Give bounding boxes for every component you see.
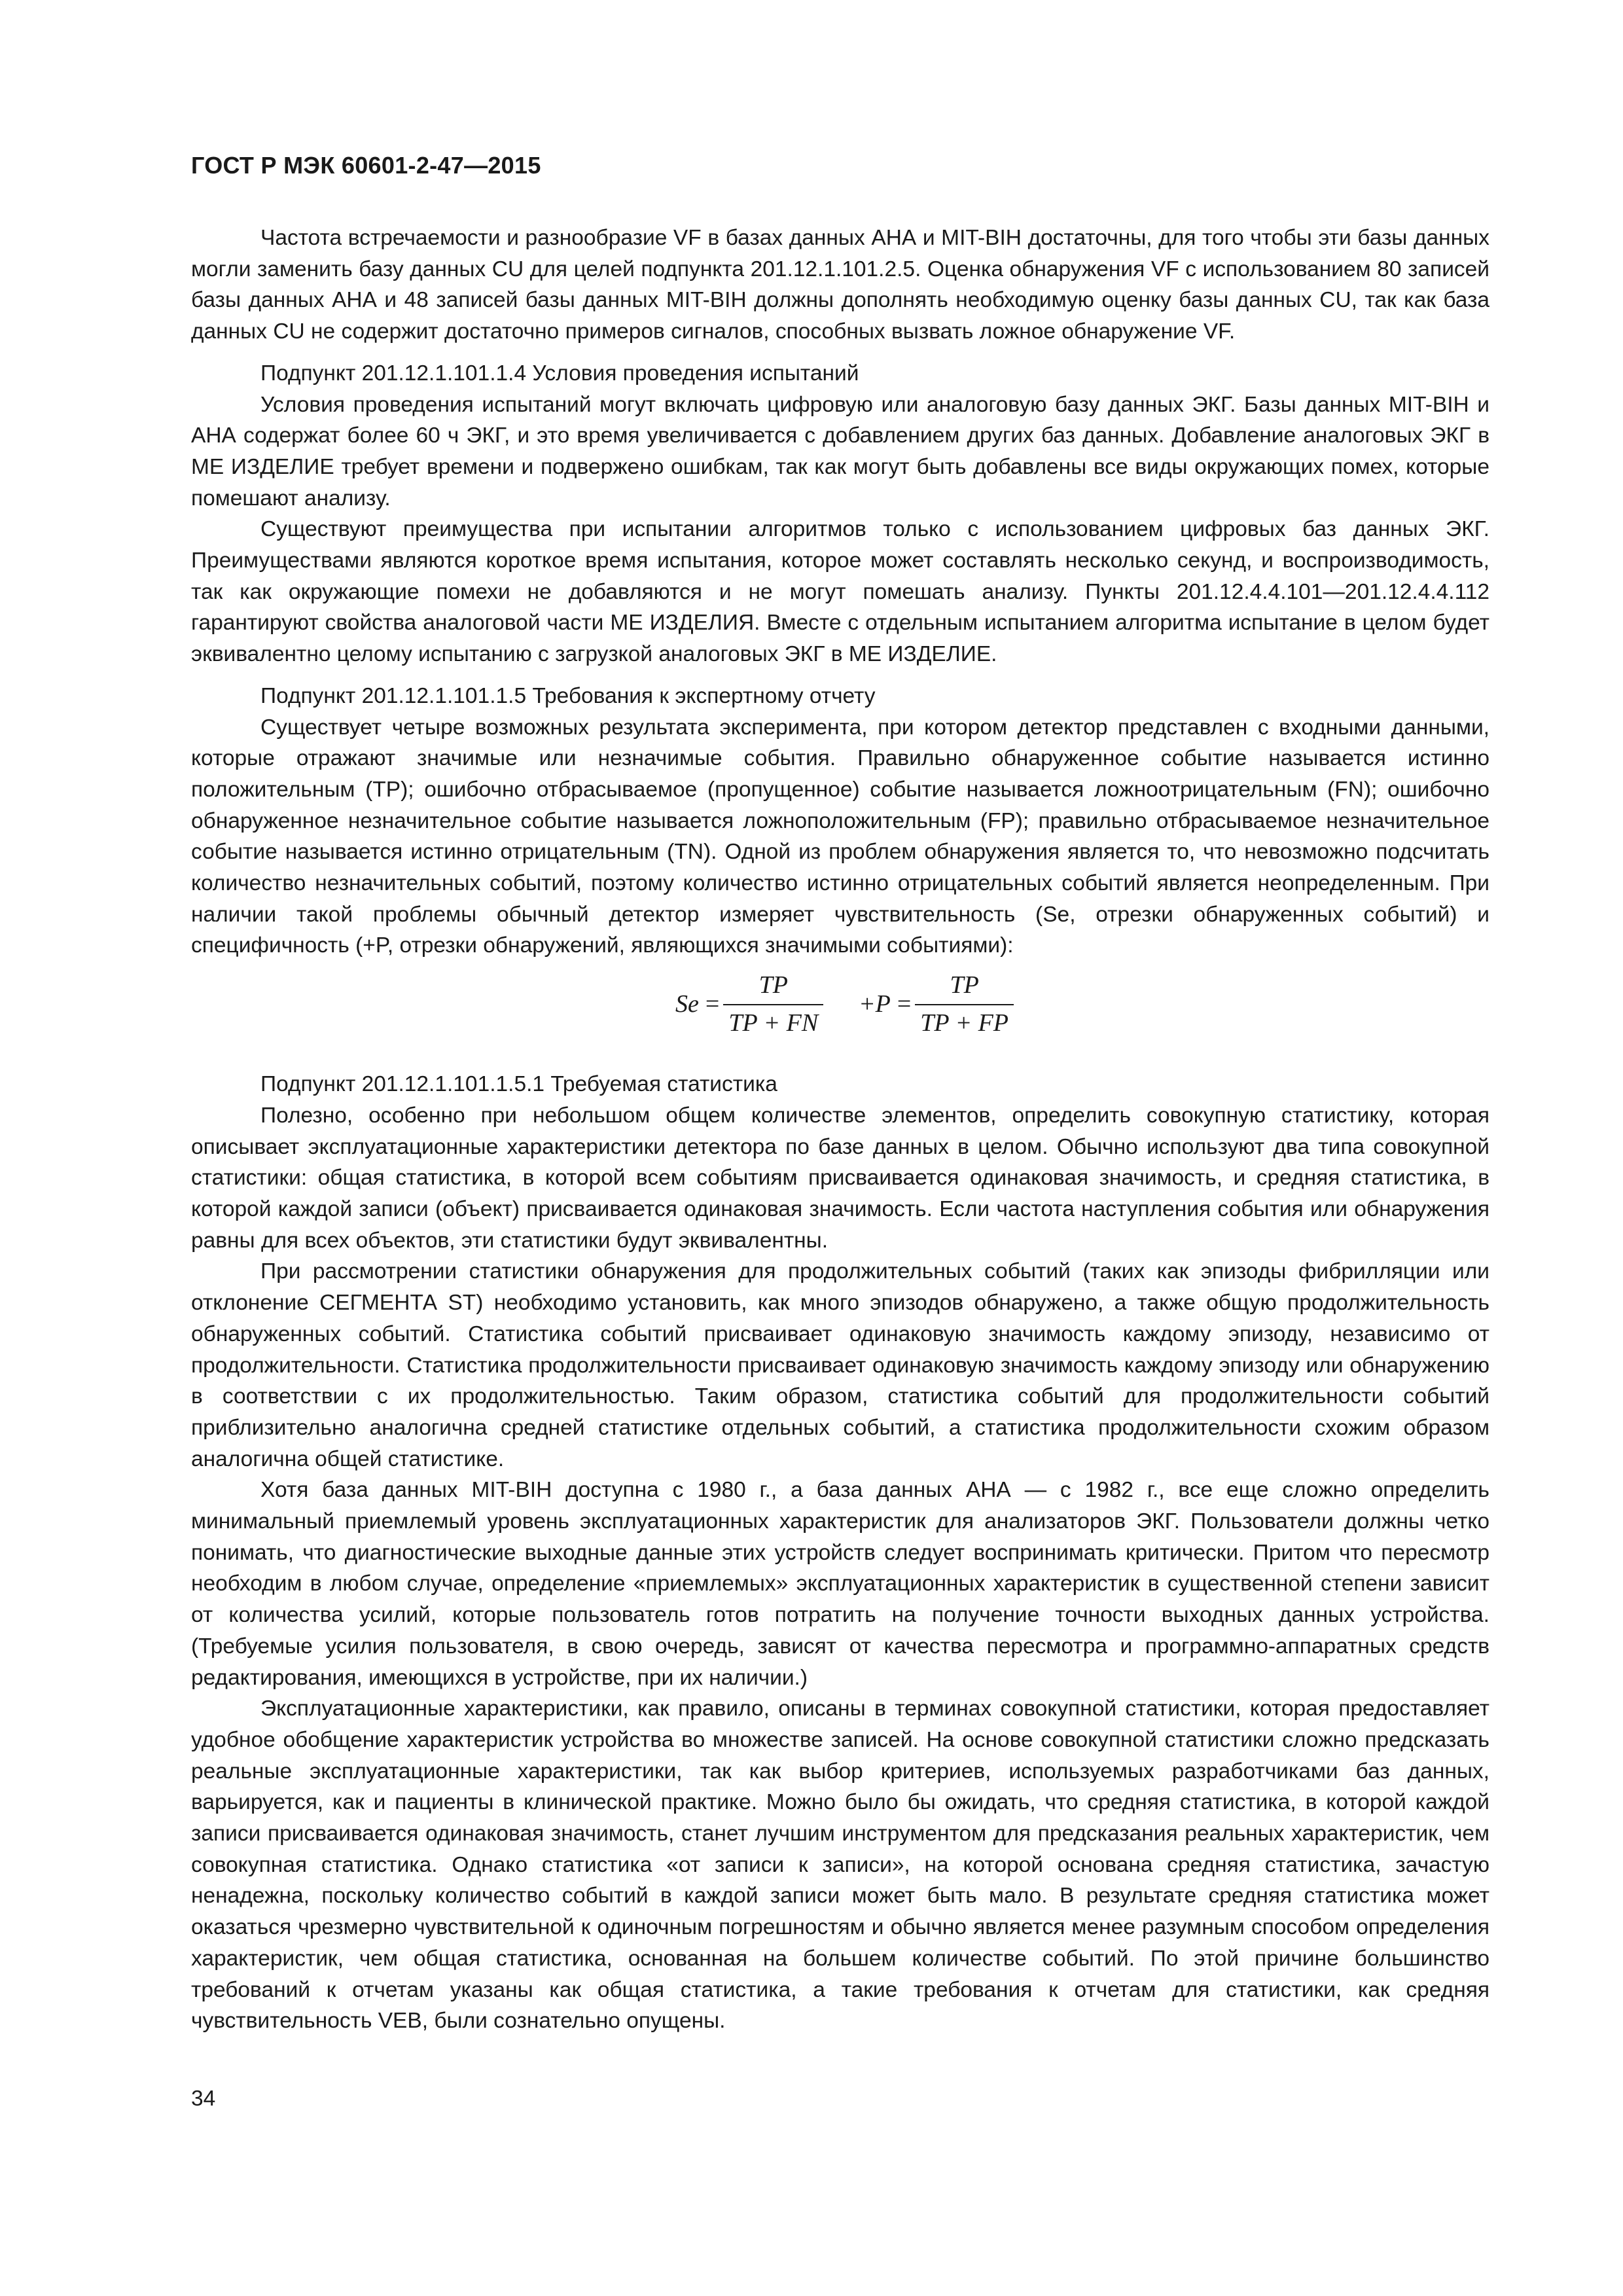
body-text [191, 223, 1489, 2037]
formula-fraction [723, 970, 823, 1039]
formula-denominator: TP + FP [915, 1004, 1014, 1039]
formula-lhs: +P [859, 990, 891, 1018]
formula-fraction [915, 970, 1014, 1039]
subclause-heading: Подпункт 201.12.1.101.1.5 Требования к экспертному отчету [260, 683, 876, 708]
formula-lhs: Se [675, 990, 699, 1018]
paragraph: Хотя база данных MIT-BIH доступна с 1980 г., а база данных АНА — с 1982 г., все еще сложно определить минимальный приемлемый уровень эксплуатационных характеристик для анализаторов ЭКГ. Пользователи должны четко понимать, что диагностические выходные данные этих устройств следует воспринимать критически. Притом что пересмотр необходим в любом случае, определение «приемлемых» эксплуатационных характеристик в существенной степени зависит от количества усилий, которые пользователь готов потратить на получение точности выходных данных устройства. (Требуемые усилия пользователя, в свою очередь, зависят от качества пересмотра и программно-аппаратных средств редактирования, имеющихся в устройстве, при их наличии.) [191, 1478, 1489, 1690]
paragraph: Частота встречаемости и разнообразие VF в базах данных АНА и MIT-BIH достаточны, для того чтобы эти базы данных могли заменить базу данных CU для целей подпункта 201.12.1.101.2.5. Оценка обнаружения VF с использованием 80 записей базы данных АНА и 48 записей базы данных MIT-BIH должны дополнять необходимую оценку базы данных CU, так как база данных CU не содержит достаточно примеров сигналов, способных вызвать ложное обнаружение VF. [191, 226, 1489, 344]
formula-equals: = [705, 990, 720, 1018]
paragraph: Существуют преимущества при испытании алгоритмов только с использованием цифровых баз данных ЭКГ. Преимуществами являются короткое время испытания, которое может составлять несколько секунд, и воспроизводимость, так как окружающие помехи не добавляются и не могут помешать анализу. Пункты 201.12.4.4.101—201.12.4.4.112 гарантируют свойства аналоговой части МЕ ИЗДЕЛИЯ. Вместе с отдельным испытанием алгоритма испытание в целом будет эквивалентно целому испытанию с загрузкой аналоговых ЭКГ в МЕ ИЗДЕЛИЕ. [191, 517, 1489, 667]
positive-predictivity-formula [859, 965, 1014, 1044]
standard-header: ГОСТ Р МЭК 60601-2-47—2015 [191, 152, 541, 179]
paragraph: Условия проведения испытаний могут включать цифровую или аналоговую базу данных ЭКГ. Базы данных MIT-BIH и АНА содержат более 60 ч ЭКГ, и это время увеличивается с добавлением других баз данных. Добавление аналоговых ЭКГ в МЕ ИЗДЕЛИЕ требует времени и подвержено ошибкам, так как могут быть добавлены все виды окружающих помех, которые помешают анализу. [191, 392, 1489, 511]
formula-denominator: TP + FN [723, 1004, 823, 1039]
formula-numerator: TP [950, 971, 979, 999]
sensitivity-formula-block [191, 965, 1489, 1057]
subclause-heading: Подпункт 201.12.1.101.1.4 Условия проведения испытаний [260, 361, 859, 386]
formula-numerator: TP [758, 971, 788, 999]
page-number: 34 [191, 2087, 216, 2111]
paragraph: При рассмотрении статистики обнаружения для продолжительных событий (таких как эпизоды фибрилляции или отклонение СЕГМЕНТА ST) необходимо установить, как много эпизодов обнаружено, а также общую продолжительность обнаруженных событий. Статистика событий присваивает одинаковую значимость каждому эпизоду, независимо от продолжительности. Статистика продолжительности присваивает одинаковую значимость каждому эпизоду или обнаружению в соответствии с их продолжительностью. Таким образом, статистика событий для продолжительности событий приблизительно аналогична средней статистике отдельных событий, а статистика продолжительности схожим образом аналогична общей статистике. [191, 1259, 1489, 1471]
paragraph: Эксплуатационные характеристики, как правило, описаны в терминах совокупной статистики, которая предоставляет удобное обобщение характеристик устройства во множестве записей. На основе совокупной статистики сложно предсказать реальные эксплуатационные характеристики, так как выбор критериев, используемых разработчиками баз данных, варьируется, как и пациенты в клинической практике. Можно было бы ожидать, что средняя статистика, в которой каждой записи присваивается одинаковая значимость, станет лучшим инструментом для предсказания реальных характеристик, чем совокупная статистика. Однако статистика «от записи к записи», на которой основана средняя статистика, зачастую ненадежна, поскольку количество событий в каждой записи может быть мало. В результате средняя статистика может оказаться чрезмерно чувствительной к одиночным погрешностям и обычно является менее разумным способом определения характеристик, чем общая статистика, основанная на большем количестве событий. По этой причине большинство требований к отчетам указаны как общая статистика, а такие требования к отчетам для статистики, как средняя чувствительность VEB, были сознательно опущены. [191, 1696, 1489, 2034]
paragraph: Полезно, особенно при небольшом общем количестве элементов, определить совокупную статистику, которая описывает эксплуатационные характеристики детектора по базе данных в целом. Обычно используют два типа совокупной статистики: общая статистика, в которой всем событиям присваивается одинаковая значимость, и средняя статистика, в которой каждой записи (объект) присваивается одинаковая значимость. Если частота наступления события или обнаружения равны для всех объектов, эти статистики будут эквивалентны. [191, 1103, 1489, 1253]
formula-equals: = [897, 990, 912, 1018]
paragraph: Существует четыре возможных результата эксперимента, при котором детектор представлен с входными данными, которые отражают значимые или незначимые события. Правильно обнаруженное событие называется истинно положительным (TP); ошибочно отбрасываемое (пропущенное) событие называется ложноотрицательным (FN); ошибочно обнаруженное незначительное событие называется ложноположительным (FP); правильно отбрасываемое незначительное событие называется истинно отрицательным (TN). Одной из проблем обнаружения является то, что невозможно подсчитать количество незначительных событий, поэтому количество истинно отрицательных событий является неопределенным. При наличии такой проблемы обычный детектор измеряет чувствительность (Se, отрезки обнаруженных событий) и специфичность (+P, отрезки обнаружений, являющихся значимыми событиями): [191, 715, 1489, 958]
sensitivity-formula [675, 965, 823, 1044]
subclause-heading: Подпункт 201.12.1.101.1.5.1 Требуемая статистика [260, 1072, 777, 1097]
